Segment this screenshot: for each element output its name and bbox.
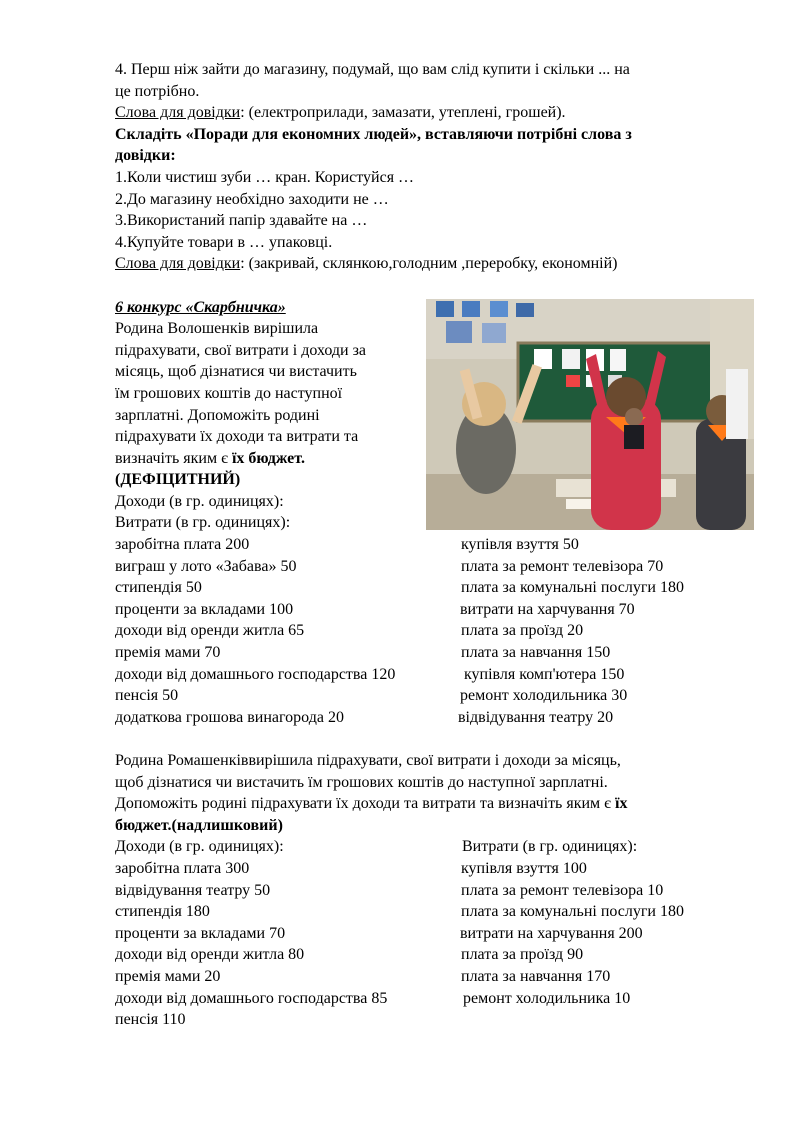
table-row: премія мами 70 плата за навчання 150 [115,644,611,662]
classroom-photo [426,299,754,530]
task-title-cont: довідки: [115,147,176,165]
budget-table-1 [115,534,745,728]
income-header: Доходи (в гр. одиницях): [115,838,284,856]
text-line: це потрібно. [115,82,200,100]
expense-header: Витрати (в гр. одиницях): [462,838,638,856]
table-row: премія мами 20 плата за навчання 170 [115,967,611,985]
table-row: доходи від оренди житла 80 плата за проїзд 90 [115,946,584,964]
table-row: проценти за вкладами 70 витрати на харчування 200 [115,924,643,942]
task-title: Складіть «Поради для економних людей», вставляючи потрібні слова з [115,125,632,143]
intro-line: Родина Волошенків вирішила [115,320,319,338]
table-header-row [115,836,745,858]
reference-text: : (закривай, склянкою,голодним ,переробку, економній) [240,255,618,273]
budget-type: (ДЕФІЦИТНИЙ) [115,471,241,489]
budget-table-2 [115,858,745,1031]
intro-line: їм грошових коштів до наступної [115,384,343,402]
family2-intro: Допоможіть родині підрахувати їх доходи та витрати та визначіть яким є їх [115,795,628,813]
table-row: доходи від оренди житла 65 плата за проїзд 20 [115,622,584,640]
table-row: пенсія 50 ремонт холодильника 30 [115,687,628,705]
intro-line: підрахувати, свої витрати і доходи за [115,341,367,359]
tip-item: 1.Коли чистиш зуби … кран. Користуйся … [115,168,415,186]
table-row: заробітна плата 200 купівля взуття 50 [115,536,579,554]
reference-text: : (електроприлади, замазати, утеплені, грошей). [240,104,566,122]
tip-item: 2.До магазину необхідно заходити не … [115,190,389,208]
classroom-photo-illustration [426,299,754,530]
reference-label: Слова для довідки [115,255,241,273]
table-row: відвідування театру 50 плата за ремонт телевізора 10 [115,881,664,899]
budget-type: бюджет.(надлишковий) [115,816,283,834]
tip-item: 3.Використаний папір здавайте на … [115,212,368,230]
table-row: заробітна плата 300 купівля взуття 100 [115,859,587,877]
contest-title: 6 конкурс «Скарбничка» [115,298,286,316]
table-row: стипендія 50 плата за комунальні послуги 180 [115,579,684,597]
reference-label: Слова для довідки [115,104,241,122]
table-row: доходи від домашнього господарства 85 ремонт холодильника 10 [115,989,631,1007]
table-row: стипендія 180 плата за комунальні послуги 180 [115,903,684,921]
intro-line: місяць, щоб дізнатися чи вистачить [115,363,357,381]
table-row: виграш у лото «Забава» 50 плата за ремонт телевізора 70 [115,557,664,575]
tip-item: 4.Купуйте товари в … упаковці. [115,233,333,251]
intro-line: визначіть яким є їх бюджет. [115,449,305,467]
table-row: додаткова грошова винагорода 20 відвідування театру 20 [115,708,614,726]
document-page [115,59,745,1031]
intro-line: підрахувати їх доходи та витрати та [115,428,359,446]
table-row: проценти за вкладами 100 витрати на харчування 70 [115,600,635,618]
table-row: доходи від домашнього господарства 120 купівля комп'ютера 150 [115,665,625,683]
text-line: 4. Перш ніж зайти до магазину, подумай, що вам слід купити і скільки ... на [115,61,630,78]
income-header: Доходи (в гр. одиницях): [115,492,284,510]
intro-line: зарплатні. Допоможіть родині [115,406,320,424]
reference-words-1 [115,102,745,124]
expense-header: Витрати (в гр. одиницях): [115,514,291,532]
family2-intro: щоб дізнатися чи вистачить їм грошових коштів до наступної зарплатні. [115,773,608,791]
table-row: пенсія 110 [115,1011,186,1029]
reference-words-2 [115,253,745,275]
family2-intro: Родина Ромашенківвирішила підрахувати, свої витрати і доходи за місяць, [115,752,621,769]
